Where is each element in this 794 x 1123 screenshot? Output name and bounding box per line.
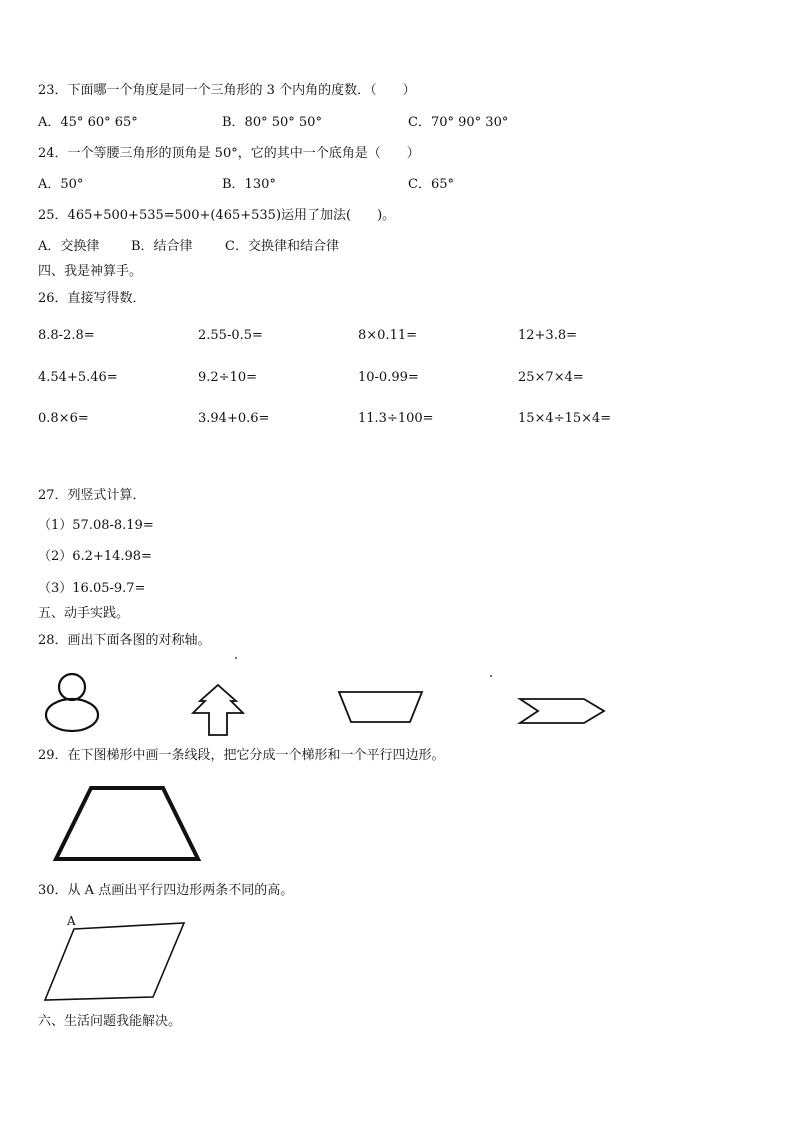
q24-option-b: B．130° (222, 177, 276, 192)
q24-option-a: A．50° (38, 177, 84, 192)
question-24: 24．一个等腰三角形的顶角是 50°，它的其中一个底角是（ ） (38, 146, 420, 161)
question-29: 29．在下图梯形中画一条线段，把它分成一个梯形和一个平行四边形。 (38, 748, 445, 763)
q23-option-a: A．45° 60° 65° (38, 115, 138, 130)
parallelogram-figure (42, 920, 188, 1004)
calc-item: 11.3÷100= (358, 411, 434, 426)
question-28: 28．画出下面各图的对称轴。 (38, 633, 211, 648)
q24-option-c: C．65° (408, 177, 454, 192)
figure-tree-arrow (186, 683, 256, 739)
figure-eight (44, 672, 104, 734)
trapezoid-figure (52, 784, 204, 864)
calc-item: 10-0.99= (358, 370, 419, 385)
q25-option-b: B．结合律 (131, 239, 193, 254)
section-6-heading: 六、生活问题我能解决。 (38, 1014, 182, 1029)
calc-item: 8×0.11= (358, 328, 418, 343)
calc-item: 9.2÷10= (198, 370, 258, 385)
calc-item: 15×4÷15×4= (518, 411, 612, 426)
calc-item: 2.55-0.5= (198, 328, 263, 343)
calc-item: 12+3.8= (518, 328, 578, 343)
q25-option-c: C．交换律和结合律 (225, 239, 339, 254)
section-5-heading: 五、动手实践。 (38, 606, 130, 621)
question-25: 25．465+500+535=500+(465+535)运用了加法( )。 (38, 208, 396, 223)
question-27: 27．列竖式计算． (38, 488, 146, 503)
question-23: 23．下面哪一个角度是同一个三角形的 3 个内角的度数．（ ） (38, 83, 416, 98)
calc-item: 3.94+0.6= (198, 411, 270, 426)
figure-chevron-arrow (518, 697, 608, 727)
vertical-calc-item: （3）16.05-9.7= (38, 581, 146, 596)
calc-item: 25×7×4= (518, 370, 584, 385)
point-a-label: A (67, 914, 76, 928)
question-26: 26．直接写得数． (38, 291, 146, 306)
speck-mark (490, 675, 492, 677)
q23-option-c: C．70° 90° 30° (408, 115, 509, 130)
vertical-calc-item: （2）6.2+14.98= (38, 549, 152, 564)
vertical-calc-item: （1）57.08-8.19= (38, 518, 154, 533)
question-30: 30．从 A 点画出平行四边形两条不同的高。 (38, 883, 294, 898)
calc-item: 4.54+5.46= (38, 370, 118, 385)
calc-item: 0.8×6= (38, 411, 89, 426)
calc-item: 8.8-2.8= (38, 328, 95, 343)
section-4-heading: 四、我是神算手。 (38, 264, 143, 279)
figure-trapezoid-small (336, 690, 426, 726)
q25-option-a: A．交换律 (38, 239, 100, 254)
q23-option-b: B．80° 50° 50° (222, 115, 322, 130)
speck-mark (235, 657, 237, 659)
